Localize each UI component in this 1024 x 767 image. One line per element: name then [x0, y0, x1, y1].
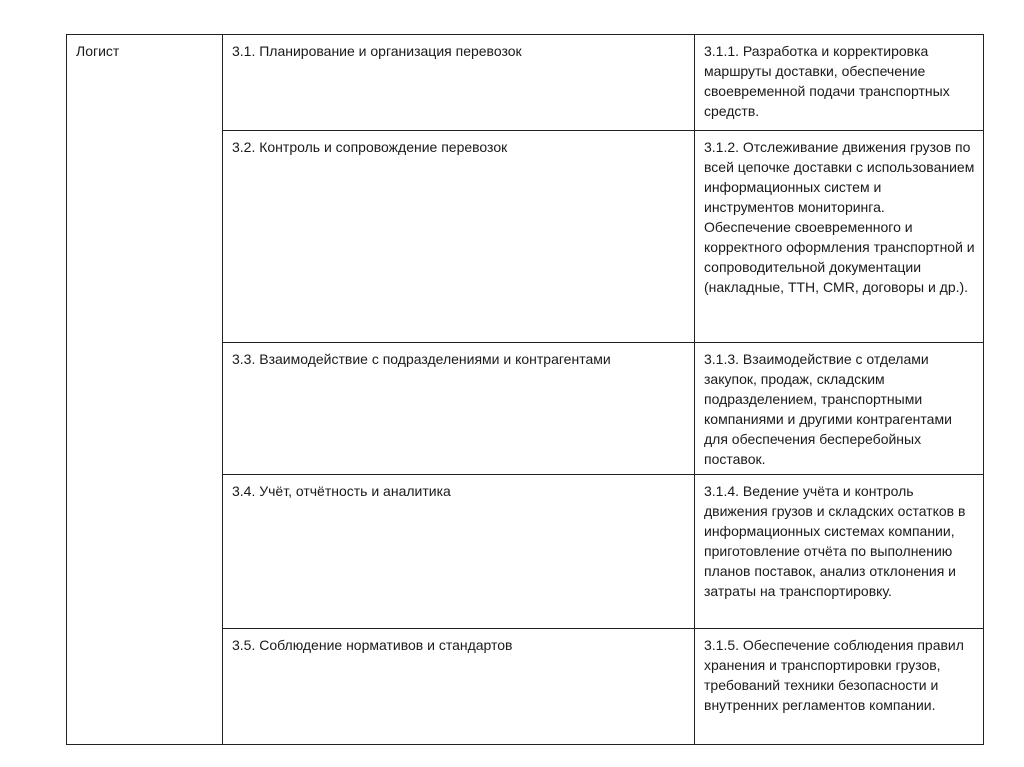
description-cell: 3.1.4. Ведение учёта и контроль движения грузов и складских остатков в информационных системах компании, приготовление отчёта по выполнению планов поставок, анализ отклонения и затраты на транспортировку.: [695, 475, 984, 629]
description-cell: 3.1.1. Разработка и корректировка маршруты доставки, обеспечение своевременной подачи транспортных средств.: [695, 35, 984, 131]
section-cell: 3.1. Планирование и организация перевозок: [223, 35, 695, 131]
description-cell: 3.1.5. Обеспечение соблюдения правил хранения и транспортировки грузов, требований техники безопасности и внутренних регламентов компании.: [695, 629, 984, 745]
section-cell: 3.4. Учёт, отчётность и аналитика: [223, 475, 695, 629]
description-cell: 3.1.2. Отслеживание движения грузов по всей цепочке доставки с использованием информационных систем и инструментов мониторинга. Обеспечение своевременного и корректного оформления транспортной и сопроводительной документации (накладные, ТТН, CMR, договоры и др.).: [695, 131, 984, 343]
job-duties-table: [66, 34, 984, 745]
description-cell: 3.1.3. Взаимодействие с отделами закупок, продаж, складским подразделением, транспортными компаниями и другими контрагентами для обеспечения бесперебойных поставок.: [695, 343, 984, 475]
section-cell: 3.2. Контроль и сопровождение перевозок: [223, 131, 695, 343]
section-cell: 3.5. Соблюдение нормативов и стандартов: [223, 629, 695, 745]
role-cell: Логист: [67, 35, 223, 745]
section-cell: 3.3. Взаимодействие с подразделениями и контрагентами: [223, 343, 695, 475]
table-row: [67, 35, 984, 131]
